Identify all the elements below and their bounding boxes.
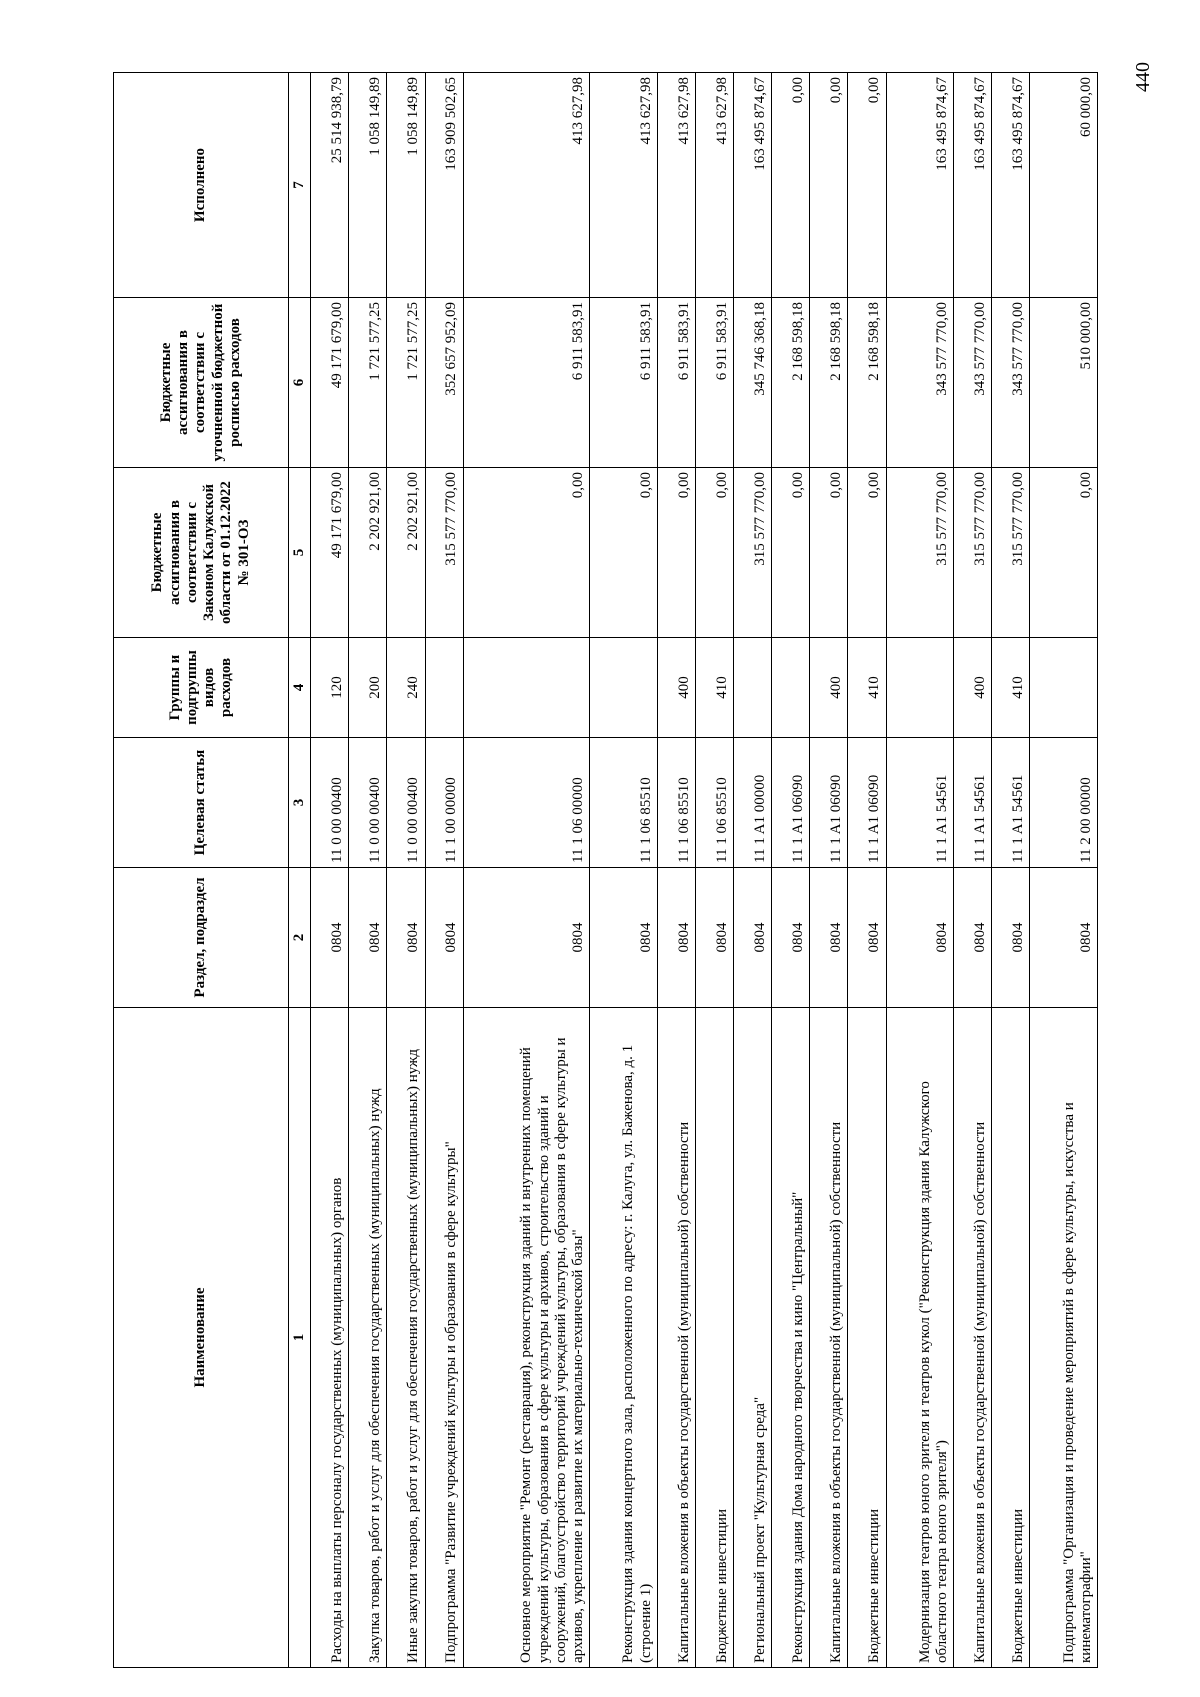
row-executed-cell: 413 627,98 [590, 73, 658, 298]
row-group-cell: 410 [848, 638, 886, 738]
row-section-cell: 0804 [463, 868, 590, 1008]
row-law-cell: 0,00 [1030, 468, 1098, 638]
row-name-cell: Капитальные вложения в объекты государственной (муниципальной) собственности [954, 1008, 992, 1668]
table-row [992, 73, 1030, 1668]
row-group-cell [425, 638, 463, 738]
budget-table [113, 72, 1098, 1668]
row-name-cell: Капитальные вложения в объекты государственной (муниципальной) собственности [657, 1008, 695, 1668]
row-group-cell [772, 638, 810, 738]
row-target-cell: 11 2 00 00000 [1030, 738, 1098, 868]
row-law-cell: 0,00 [657, 468, 695, 638]
page-number: 440 [1132, 62, 1154, 92]
row-executed-cell: 413 627,98 [463, 73, 590, 298]
table-row [425, 73, 463, 1668]
row-law-cell: 0,00 [590, 468, 658, 638]
row-refined-cell: 2 168 598,18 [772, 298, 810, 468]
table-row [848, 73, 886, 1668]
row-law-cell: 315 577 770,00 [886, 468, 954, 638]
row-refined-cell: 6 911 583,91 [696, 298, 734, 468]
column-number: 7 [289, 73, 311, 298]
row-target-cell: 11 1 A1 54561 [886, 738, 954, 868]
row-section-cell: 0804 [734, 868, 772, 1008]
row-refined-cell: 6 911 583,91 [463, 298, 590, 468]
row-refined-cell: 510 000,00 [1030, 298, 1098, 468]
row-group-cell: 410 [696, 638, 734, 738]
table-row [387, 73, 425, 1668]
row-executed-cell: 163 495 874,67 [734, 73, 772, 298]
row-group-cell [1030, 638, 1098, 738]
column-number: 3 [289, 738, 311, 868]
row-target-cell: 11 1 A1 06090 [810, 738, 848, 868]
column-number: 2 [289, 868, 311, 1008]
row-law-cell: 0,00 [810, 468, 848, 638]
row-section-cell: 0804 [886, 868, 954, 1008]
row-target-cell: 11 0 00 00400 [349, 738, 387, 868]
row-target-cell: 11 1 06 85510 [696, 738, 734, 868]
table-row [954, 73, 992, 1668]
row-group-cell [463, 638, 590, 738]
row-executed-cell: 60 000,00 [1030, 73, 1098, 298]
row-executed-cell: 25 514 938,79 [311, 73, 349, 298]
row-group-cell: 400 [810, 638, 848, 738]
header-target: Целевая статья [114, 738, 289, 868]
row-executed-cell: 0,00 [772, 73, 810, 298]
table-row [810, 73, 848, 1668]
row-section-cell: 0804 [848, 868, 886, 1008]
row-section-cell: 0804 [349, 868, 387, 1008]
row-group-cell [886, 638, 954, 738]
row-name-cell: Капитальные вложения в объекты государственной (муниципальной) собственности [810, 1008, 848, 1668]
row-group-cell: 400 [657, 638, 695, 738]
row-executed-cell: 163 495 874,67 [954, 73, 992, 298]
row-name-cell: Региональный проект "Культурная среда" [734, 1008, 772, 1668]
row-refined-cell: 343 577 770,00 [954, 298, 992, 468]
table-row [734, 73, 772, 1668]
row-name-cell: Расходы на выплаты персоналу государственных (муниципальных) органов [311, 1008, 349, 1668]
row-executed-cell: 413 627,98 [657, 73, 695, 298]
row-group-cell: 200 [349, 638, 387, 738]
row-law-cell: 315 577 770,00 [992, 468, 1030, 638]
row-target-cell: 11 1 A1 06090 [848, 738, 886, 868]
row-refined-cell: 352 657 952,09 [425, 298, 463, 468]
row-target-cell: 11 1 06 00000 [463, 738, 590, 868]
column-number: 4 [289, 638, 311, 738]
column-number-row [289, 73, 311, 1668]
row-law-cell: 0,00 [463, 468, 590, 638]
table-row [772, 73, 810, 1668]
row-law-cell: 0,00 [696, 468, 734, 638]
row-law-cell: 0,00 [848, 468, 886, 638]
row-name-cell: Реконструкция здания Дома народного творчества и кино "Центральный" [772, 1008, 810, 1668]
row-executed-cell: 163 495 874,67 [886, 73, 954, 298]
row-target-cell: 11 1 A1 54561 [954, 738, 992, 868]
row-target-cell: 11 0 00 00400 [387, 738, 425, 868]
row-target-cell: 11 0 00 00400 [311, 738, 349, 868]
row-section-cell: 0804 [387, 868, 425, 1008]
row-name-cell: Бюджетные инвестиции [696, 1008, 734, 1668]
row-name-cell: Модернизация театров юного зрителя и театров кукол ("Реконструкция здания Калужского областного театра юного зрителя") [886, 1008, 954, 1668]
row-refined-cell: 49 171 679,00 [311, 298, 349, 468]
rotated-page [113, 73, 1098, 1668]
row-group-cell: 410 [992, 638, 1030, 738]
row-refined-cell: 1 721 577,25 [349, 298, 387, 468]
row-executed-cell: 1 058 149,89 [387, 73, 425, 298]
table-row [1030, 73, 1098, 1668]
row-executed-cell: 0,00 [848, 73, 886, 298]
table-row [463, 73, 590, 1668]
row-section-cell: 0804 [590, 868, 658, 1008]
row-section-cell: 0804 [696, 868, 734, 1008]
table-row [696, 73, 734, 1668]
row-target-cell: 11 1 A1 00000 [734, 738, 772, 868]
row-section-cell: 0804 [657, 868, 695, 1008]
row-executed-cell: 0,00 [810, 73, 848, 298]
header-law: Бюджетные ассигнования в соответствии с Законом Калужской области от 01.12.2022 № 301-ОЗ [114, 468, 289, 638]
row-refined-cell: 343 577 770,00 [992, 298, 1030, 468]
row-group-cell [734, 638, 772, 738]
row-law-cell: 0,00 [772, 468, 810, 638]
header-row [114, 73, 289, 1668]
row-refined-cell: 343 577 770,00 [886, 298, 954, 468]
row-group-cell: 400 [954, 638, 992, 738]
table-row [886, 73, 954, 1668]
row-refined-cell: 2 168 598,18 [848, 298, 886, 468]
table-row [349, 73, 387, 1668]
table-row [590, 73, 658, 1668]
row-section-cell: 0804 [311, 868, 349, 1008]
row-name-cell: Подпрограмма "Развитие учреждений культуры и образования в сфере культуры" [425, 1008, 463, 1668]
row-law-cell: 49 171 679,00 [311, 468, 349, 638]
row-section-cell: 0804 [992, 868, 1030, 1008]
row-target-cell: 11 1 06 85510 [590, 738, 658, 868]
row-target-cell: 11 1 A1 54561 [992, 738, 1030, 868]
row-executed-cell: 413 627,98 [696, 73, 734, 298]
row-name-cell: Бюджетные инвестиции [992, 1008, 1030, 1668]
row-executed-cell: 163 495 874,67 [992, 73, 1030, 298]
row-refined-cell: 6 911 583,91 [657, 298, 695, 468]
row-executed-cell: 1 058 149,89 [349, 73, 387, 298]
row-name-cell: Основное мероприятие "Ремонт (реставрация), реконструкция зданий и внутренних помещений учреждений культуры, образования в сфере культуры и архивов, строительство зданий и сооружений, благоустройство территорий учреждений культуры, образования в сфере культуры и архивов, укрепление и развитие их материально-технической базы" [463, 1008, 590, 1668]
row-group-cell [590, 638, 658, 738]
row-section-cell: 0804 [772, 868, 810, 1008]
header-section: Раздел, подраздел [114, 868, 289, 1008]
row-law-cell: 315 577 770,00 [425, 468, 463, 638]
table-body [311, 73, 1098, 1668]
row-section-cell: 0804 [810, 868, 848, 1008]
row-section-cell: 0804 [1030, 868, 1098, 1008]
row-name-cell: Подпрограмма "Организация и проведение мероприятий в сфере культуры, искусства и кинематографии" [1030, 1008, 1098, 1668]
row-law-cell: 2 202 921,00 [387, 468, 425, 638]
header-executed: Исполнено [114, 73, 289, 298]
row-name-cell: Бюджетные инвестиции [848, 1008, 886, 1668]
row-section-cell: 0804 [425, 868, 463, 1008]
header-groups: Группы и подгруппы видов расходов [114, 638, 289, 738]
row-law-cell: 315 577 770,00 [954, 468, 992, 638]
row-refined-cell: 6 911 583,91 [590, 298, 658, 468]
row-section-cell: 0804 [954, 868, 992, 1008]
column-number: 1 [289, 1008, 311, 1668]
row-name-cell: Реконструкция здания концертного зала, расположенного по адресу: г. Калуга, ул. Баженова, д. 1 (строение 1) [590, 1008, 658, 1668]
row-refined-cell: 2 168 598,18 [810, 298, 848, 468]
row-name-cell: Закупка товаров, работ и услуг для обеспечения государственных (муниципальных) нужд [349, 1008, 387, 1668]
table-row [311, 73, 349, 1668]
row-target-cell: 11 1 A1 06090 [772, 738, 810, 868]
row-group-cell: 240 [387, 638, 425, 738]
header-refined: Бюджетные ассигнования в соответствии с уточненной бюджетной росписью расходов [114, 298, 289, 468]
row-law-cell: 2 202 921,00 [349, 468, 387, 638]
column-number: 5 [289, 468, 311, 638]
row-name-cell: Иные закупки товаров, работ и услуг для обеспечения государственных (муниципальных) нужд [387, 1008, 425, 1668]
row-target-cell: 11 1 06 85510 [657, 738, 695, 868]
row-law-cell: 315 577 770,00 [734, 468, 772, 638]
row-target-cell: 11 1 00 00000 [425, 738, 463, 868]
row-group-cell: 120 [311, 638, 349, 738]
row-refined-cell: 1 721 577,25 [387, 298, 425, 468]
row-refined-cell: 345 746 368,18 [734, 298, 772, 468]
row-executed-cell: 163 909 502,65 [425, 73, 463, 298]
column-number: 6 [289, 298, 311, 468]
table-row [657, 73, 695, 1668]
header-name: Наименование [114, 1008, 289, 1668]
